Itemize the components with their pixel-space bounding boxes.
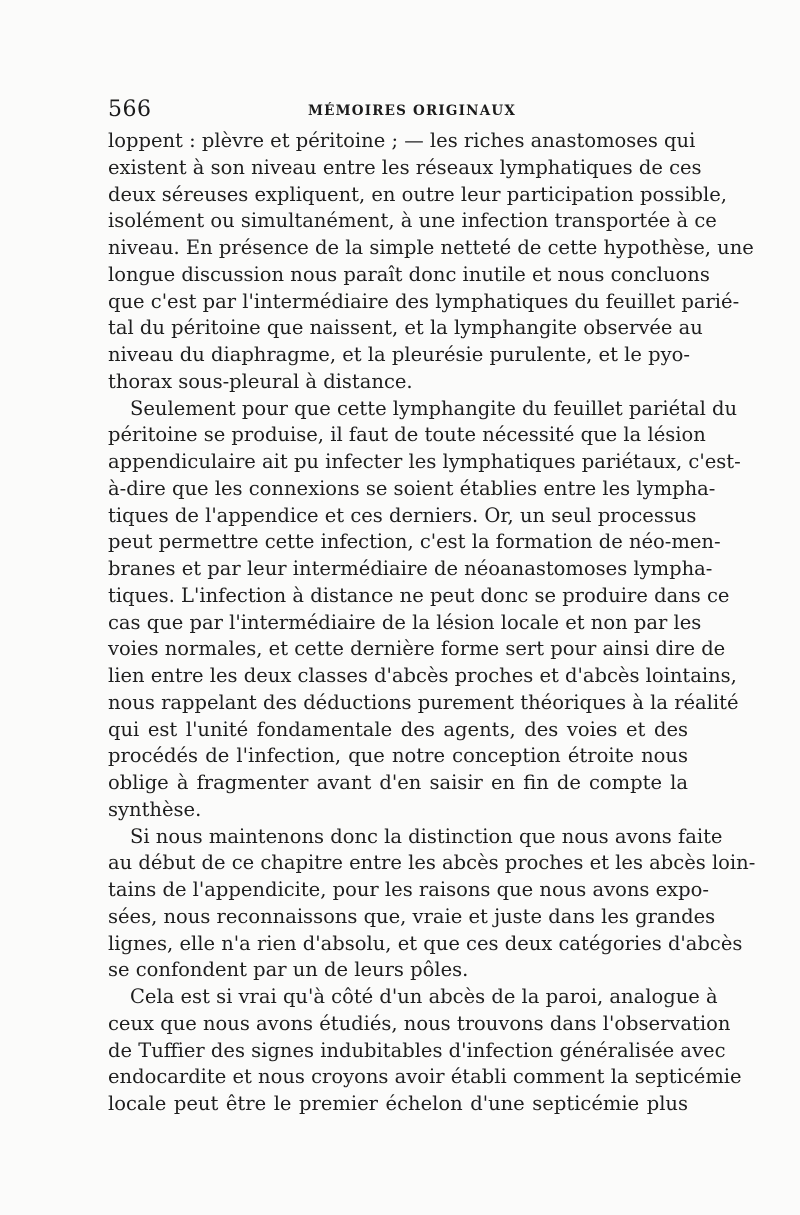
text-line: tal du péritoine que naissent, et la lymphangite observée au <box>108 316 703 340</box>
text-line: nous rappelant des déductions purement théoriques à la réalité <box>108 690 739 714</box>
body-text <box>108 128 756 1118</box>
text-line: niveau du diaphragme, et la pleurésie purulente, et le pyo- <box>108 343 690 366</box>
text-line: appendiculaire ait pu infecter les lymphatiques pariétaux, c'est- <box>108 450 741 473</box>
text-line: se confondent par un de leurs pôles. <box>108 958 469 982</box>
text-line: locale peut être le premier échelon d'une septicémie plus <box>108 1092 688 1115</box>
paragraph-first-line: Seulement pour que cette lymphangite du feuillet pariétal du <box>130 396 738 420</box>
text-line: procédés de l'infection, que notre conception étroite nous <box>108 744 688 768</box>
text-line: péritoine se produise, il faut de toute nécessité que la lésion <box>108 423 706 447</box>
paragraph-first-line: Si nous maintenons donc la distinction que nous avons faite <box>130 824 723 848</box>
text-line: tiques. L'infection à distance ne peut donc se produire dans ce <box>108 583 730 607</box>
text-line: isolément ou simultanément, à une infection transportée à ce <box>108 209 717 233</box>
text-line: cas que par l'intermédiaire de la lésion locale et non par les <box>108 610 702 634</box>
text-line: tiques de l'appendice et ces derniers. Or, un seul processus <box>108 503 697 527</box>
text-line: deux séreuses expliquent, en outre leur participation possible, <box>108 182 727 206</box>
text-line: qui est l'unité fondamentale des agents, des voies et des <box>108 717 688 741</box>
text-line: longue discussion nous paraît donc inutile et nous concluons <box>108 262 710 286</box>
text-line: branes et par leur intermédiaire de néoanastomoses lympha- <box>108 557 713 580</box>
text-line: endocardite et nous croyons avoir établi comment la septicémie <box>108 1065 742 1089</box>
text-line: tains de l'appendicite, pour les raisons que nous avons expo- <box>108 878 709 901</box>
text-line: peut permettre cette infection, c'est la formation de néo-men- <box>108 530 721 554</box>
text-line: au début de ce chapitre entre les abcès proches et les abcès loin- <box>108 851 756 875</box>
text-line: lignes, elle n'a rien d'absolu, et que ces deux catégories d'abcès <box>108 931 743 955</box>
text-line: existent à son niveau entre les réseaux lymphatiques de ces <box>108 155 702 179</box>
text-line: synthèse. <box>108 797 202 821</box>
paragraph-first-line: Cela est si vrai qu'à côté d'un abcès de la paroi, analogue à <box>130 985 718 1008</box>
text-line: voies normales, et cette dernière forme sert pour ainsi dire de <box>108 637 726 661</box>
text-line: niveau. En présence de la simple netteté de cette hypothèse, une <box>108 236 754 259</box>
running-title: MÉMOIRES ORIGINAUX <box>308 103 517 119</box>
running-head <box>108 97 686 127</box>
text-line: à-dire que les connexions se soient établies entre les lympha- <box>108 476 716 500</box>
text-line: loppent : plèvre et péritoine ; — les riches anastomoses qui <box>108 129 696 152</box>
text-line: oblige à fragmenter avant d'en saisir en fin de compte la <box>108 771 688 794</box>
text-line: que c'est par l'intermédiaire des lymphatiques du feuillet parié- <box>108 289 740 313</box>
text-line: lien entre les deux classes d'abcès proches et d'abcès lointains, <box>108 664 737 687</box>
page-number: 566 <box>108 97 152 122</box>
text-line: sées, nous reconnaissons que, vraie et juste dans les grandes <box>108 904 716 928</box>
text-line: thorax sous-pleural à distance. <box>108 369 413 393</box>
text-line: de Tuffier des signes indubitables d'infection généralisée avec <box>108 1038 726 1062</box>
text-line: ceux que nous avons étudiés, nous trouvons dans l'observation <box>108 1011 731 1035</box>
